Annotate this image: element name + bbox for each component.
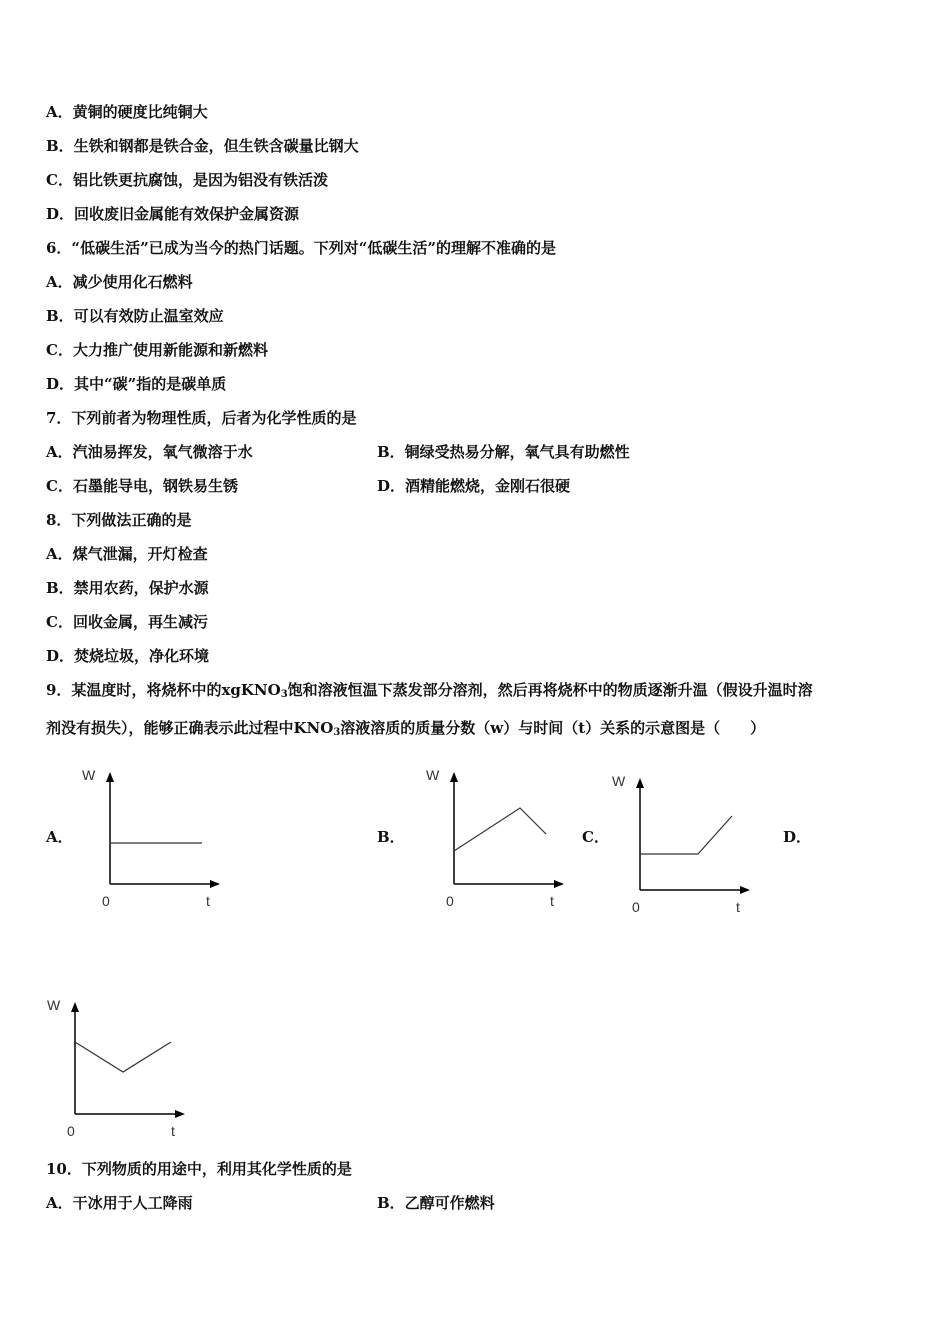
q9-stem-line2-a: 剂没有损失），能够正确表示此过程中KNO (46, 719, 334, 737)
q9-label-b: B． (377, 828, 405, 846)
q6-option-d: D．其中“碳”指的是碳单质 (46, 375, 227, 393)
q7-option-c: C．石墨能导电，钢铁易生锈 (46, 477, 238, 495)
q9-label-a: A． (46, 828, 73, 846)
y-axis-arrow-icon (450, 772, 458, 782)
q5-option-d: D．回收废旧金属能有效保护金属资源 (46, 205, 300, 223)
q9-stem-line2-b: 溶液溶质的质量分数（w）与时间（t）关系的示意图是（ ） (340, 719, 766, 737)
y-axis-label: W (612, 773, 626, 789)
x-axis-label: t (171, 1123, 175, 1139)
curve-c (640, 816, 732, 854)
q9-stem-line2 (46, 718, 765, 743)
x-axis-label: t (550, 893, 554, 909)
q10-option-a: A．干冰用于人工降雨 (46, 1194, 193, 1212)
q9-stem-line1-a: 9．某温度时，将烧杯中的xgKNO (46, 681, 281, 699)
q9-stem-line1-sub: 3 (280, 689, 288, 700)
origin-label: 0 (102, 893, 110, 909)
x-axis-arrow-icon (210, 880, 220, 888)
curve-d (75, 1042, 171, 1072)
q8-option-c: C．回收金属，再生减污 (46, 613, 208, 631)
y-axis-label: W (426, 767, 440, 783)
origin-label: 0 (446, 893, 454, 909)
q7-option-b: B．铜绿受热易分解，氧气具有助燃性 (377, 443, 630, 461)
q6-option-b: B．可以有效防止温室效应 (46, 307, 224, 325)
curve-b (454, 808, 546, 851)
graph-d (45, 990, 195, 1150)
q9-stem-line2-sub: 3 (333, 727, 341, 738)
x-axis-label: t (206, 893, 210, 909)
graph-b (424, 760, 574, 920)
q5-option-c: C．铝比铁更抗腐蚀，是因为铝没有铁活泼 (46, 171, 328, 189)
q7-option-d: D．酒精能燃烧，金刚石很硬 (377, 477, 571, 495)
q9-stem-line1 (46, 680, 813, 705)
q9-label-d: D． (783, 828, 812, 846)
q8-option-d: D．焚烧垃圾，净化环境 (46, 647, 210, 665)
graph-c (610, 766, 760, 926)
graph-a (80, 760, 230, 920)
x-axis-arrow-icon (740, 886, 750, 894)
q9-stem-line1-b: 饱和溶液恒温下蒸发部分溶剂，然后再将烧杯中的物质逐渐升温（假设升温时溶 (287, 681, 813, 699)
y-axis-arrow-icon (106, 772, 114, 782)
q10-option-b: B．乙醇可作燃料 (377, 1194, 495, 1212)
q8-option-a: A．煤气泄漏，开灯检查 (46, 545, 208, 563)
origin-label: 0 (632, 899, 640, 915)
q8-stem: 8．下列做法正确的是 (46, 511, 192, 529)
q6-option-a: A．减少使用化石燃料 (46, 273, 193, 291)
q10-stem: 10．下列物质的用途中，利用其化学性质的是 (46, 1160, 352, 1178)
q7-stem: 7．下列前者为物理性质，后者为化学性质的是 (46, 409, 357, 427)
q6-stem: 6．“低碳生活”已成为当今的热门话题。下列对“低碳生活”的理解不准确的是 (46, 239, 556, 257)
y-axis-arrow-icon (71, 1002, 79, 1012)
q8-option-b: B．禁用农药，保护水源 (46, 579, 209, 597)
q6-option-c: C．大力推广使用新能源和新燃料 (46, 341, 268, 359)
q5-option-b: B．生铁和钢都是铁合金，但生铁含碳量比钢大 (46, 137, 359, 155)
y-axis-label: W (47, 997, 61, 1013)
y-axis-arrow-icon (636, 778, 644, 788)
y-axis-label: W (82, 767, 96, 783)
origin-label: 0 (67, 1123, 75, 1139)
q9-label-c: C． (582, 828, 609, 846)
q5-option-a: A．黄铜的硬度比纯铜大 (46, 103, 208, 121)
x-axis-arrow-icon (554, 880, 564, 888)
q7-option-a: A．汽油易挥发，氧气微溶于水 (46, 443, 253, 461)
x-axis-arrow-icon (175, 1110, 185, 1118)
x-axis-label: t (736, 899, 740, 915)
